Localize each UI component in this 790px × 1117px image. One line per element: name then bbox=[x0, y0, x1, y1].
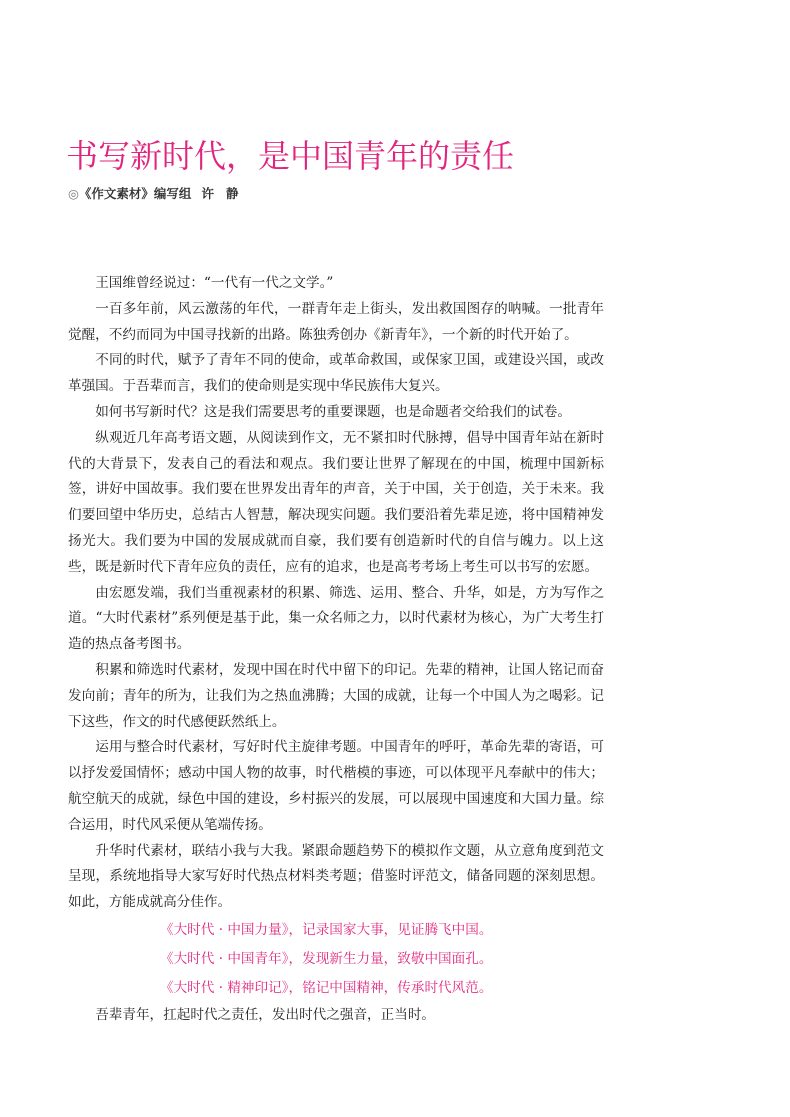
paragraph: 纵观近几年高考语文题，从阅读到作文，无不紧扣时代脉搏，倡导中国青年站在新时代的大背景下，发表自己的看法和观点。我们要让世界了解现在的中国，梳理中国新标签，讲好中国故事。我们要在世界发出青年的声音，关于中国，关于创造，关于未来。我们要回望中华历史，总结古人智慧，解决现实问题。我们要沿着先辈足迹，将中国精神发扬光大。我们要为中国的发展成就而自豪，我们要有创造新时代的自信与魄力。以上这些，既是新时代下青年应负的责任，应有的追求，也是高考考场上考生可以书写的宏愿。 bbox=[68, 429, 604, 575]
paragraph: 如何书写新时代？这是我们需要思考的重要课题，也是命题者交给我们的试卷。 bbox=[95, 403, 571, 420]
paragraph: 一百多年前，风云激荡的年代，一群青年走上街头，发出救国图存的呐喊。一批青年觉醒，不约而同为中国寻找新的出路。陈独秀创办《新青年》，一个新的时代开始了。 bbox=[68, 300, 604, 343]
article-body bbox=[68, 271, 604, 1029]
closing-paragraph: 吾辈青年，扛起时代之责任，发出时代之强音，正当时。 bbox=[95, 1006, 436, 1023]
paragraph: 不同的时代，赋予了青年不同的使命，或革命救国，或保家卫国，或建设兴国，或改革强国。于吾辈而言，我们的使命则是实现中华民族伟大复兴。 bbox=[68, 352, 604, 395]
paragraph: 积累和筛选时代素材，发现中国在时代中留下的印记。先辈的精神，让国人铭记而奋发向前；青年的所为，让我们为之热血沸腾；大国的成就，让每一个中国人为之喝彩。记下这些，作文的时代感便跃然纸上。 bbox=[68, 661, 604, 730]
book-title-line: 《大时代 · 中国青年》，发现新生力量，致敬中国面孔。 bbox=[160, 950, 493, 967]
paragraph: 王国维曾经说过：“一代有一代之文学。” bbox=[95, 275, 334, 291]
byline bbox=[68, 185, 250, 203]
byline-author: 许静 bbox=[201, 186, 251, 201]
article-title: 书写新时代，是中国青年的责任 bbox=[66, 137, 515, 175]
book-title-line: 《大时代 · 精神印记》，铭记中国精神，传承时代风范。 bbox=[160, 979, 493, 996]
byline-symbol-icon: ◎ bbox=[68, 186, 79, 201]
paragraph: 升华时代素材，联结小我与大我。紧跟命题趋势下的模拟作文题，从立意角度到范文呈现，系统地指导大家写好时代热点材料类考题；借鉴时评范文，储备同题的深刻思想。如此，方能成就高分佳作。 bbox=[68, 842, 604, 911]
byline-source: 《作文素材》编写组 bbox=[78, 186, 192, 201]
book-title-line: 《大时代 · 中国力量》，记录国家大事，见证腾飞中国。 bbox=[160, 921, 493, 938]
paragraph: 由宏愿发端，我们当重视素材的积累、筛选、运用、整合、升华，如是，方为写作之道。“大时代素材”系列便是基于此，集一众名师之力，以时代素材为核心，为广大考生打造的热点备考图书。 bbox=[68, 584, 604, 653]
paragraph: 运用与整合时代素材，写好时代主旋律考题。中国青年的呼吁，革命先辈的寄语，可以抒发爱国情怀；感动中国人物的故事，时代楷模的事迹，可以体现平凡奉献中的伟大；航空航天的成就，绿色中国的建设，乡村振兴的发展，可以展现中国速度和大国力量。综合运用，时代风采便从笔端传扬。 bbox=[68, 739, 604, 833]
